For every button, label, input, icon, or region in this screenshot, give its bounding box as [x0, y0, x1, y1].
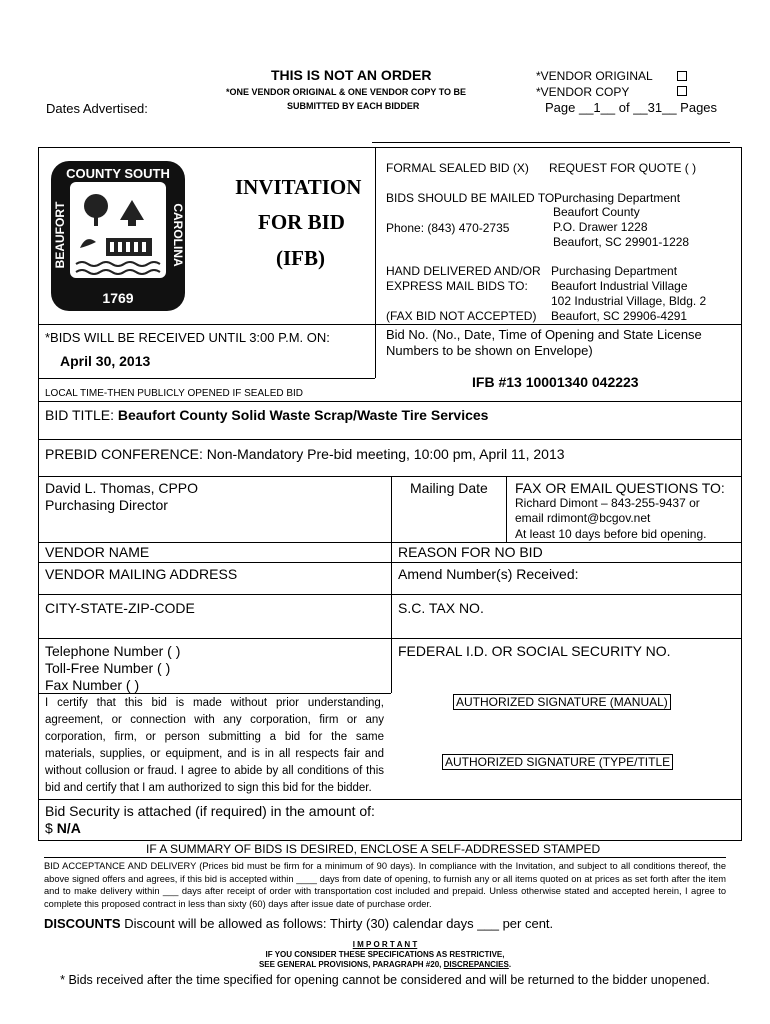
reason-no-bid-field[interactable]: REASON FOR NO BID: [398, 544, 543, 560]
middle-column-divider: [391, 476, 392, 693]
bid-number: IFB #13 10001340 042223: [472, 374, 639, 390]
fax-field[interactable]: Fax Number ( ): [45, 677, 140, 693]
discounts-label: DISCOUNTS: [44, 916, 121, 931]
seal-left-text: BEAUFORT: [53, 201, 67, 269]
deadline-bottom-rule: [38, 378, 375, 379]
amend-numbers-field[interactable]: Amend Number(s) Received:: [398, 566, 579, 582]
vendor-original-label: *VENDOR ORIGINAL: [536, 69, 653, 83]
mailing-date: Mailing Date: [410, 480, 488, 496]
bid-no-top-rule: [375, 324, 742, 325]
phone-top-rule: [38, 638, 742, 639]
questions-label: FAX OR EMAIL QUESTIONS TO:: [515, 480, 725, 496]
seal-right-text: CAROLINA: [171, 203, 185, 267]
bid-security-top-rule: [38, 799, 742, 800]
dates-advertised-label: Dates Advertised:: [46, 101, 148, 116]
seal-top-text: COUNTY SOUTH: [66, 166, 170, 181]
bid-security-label: Bid Security is attached (if required) in the amount of:: [45, 803, 375, 819]
ifb-title-line1: INVITATION: [235, 175, 362, 199]
questions-email: email rdimont@bcgov.net: [515, 511, 651, 525]
summary-note: IF A SUMMARY OF BIDS IS DESIRED, ENCLOSE A SELF-ADDRESSED STAMPED: [146, 842, 601, 856]
signature-manual-field[interactable]: AUTHORIZED SIGNATURE (MANUAL): [453, 694, 671, 710]
hand-delivered-label1: HAND DELIVERED AND/OR: [386, 264, 541, 278]
prebid-top-rule: [38, 439, 742, 440]
important-line2: SEE GENERAL PROVISIONS, PARAGRAPH #20, DISCREPANCIES.: [258, 960, 512, 969]
federal-id-field[interactable]: FEDERAL I.D. OR SOCIAL SECURITY NO.: [398, 643, 671, 659]
mail-address-line1: Purchasing Department: [554, 191, 681, 205]
header-rule: [372, 142, 730, 143]
toll-free-field[interactable]: Toll-Free Number ( ): [45, 660, 171, 676]
mail-to-label: BIDS SHOULD BE MAILED TO:: [386, 191, 558, 205]
vendor-copy-label: *VENDOR COPY: [536, 85, 630, 99]
bid-no-label-line1: Bid No. (No., Date, Time of Opening and State License: [386, 327, 702, 342]
mail-address-line3: P.O. Drawer 1228: [553, 220, 648, 234]
certify-top-rule: [38, 693, 391, 694]
phone-number: Phone: (843) 470-2735: [386, 221, 510, 235]
sc-tax-field[interactable]: S.C. TAX NO.: [398, 600, 484, 616]
telephone-field[interactable]: Telephone Number ( ): [45, 643, 181, 659]
one-vendor-note-line2: SUBMITTED BY EACH BIDDER: [287, 101, 420, 111]
bid-title-label: BID TITLE:: [45, 407, 114, 423]
questions-deadline: At least 10 days before bid opening.: [515, 527, 707, 541]
questions-contact: Richard Dimont – 843-255-9437 or: [515, 496, 700, 510]
important-line2-text: SEE GENERAL PROVISIONS, PARAGRAPH #20,: [258, 960, 442, 969]
hand-delivered-label2: EXPRESS MAIL BIDS TO:: [386, 279, 528, 293]
formal-sealed-bid: FORMAL SEALED BID (X): [386, 161, 529, 175]
deadline-label: *BIDS WILL BE RECEIVED UNTIL 3:00 P.M. ON:: [45, 330, 330, 345]
signature-type-title-field[interactable]: AUTHORIZED SIGNATURE (TYPE/TITLE: [442, 754, 673, 770]
ifb-title-line2: FOR BID: [258, 210, 345, 234]
discounts-text: Discount will be allowed as follows: Thirty (30) calendar days ___ per cent.: [124, 916, 554, 931]
acceptance-text: BID ACCEPTANCE AND DELIVERY (Prices bid must be firm for a minimum of 90 days). In compliance with the Invitation, and subject to all conditions thereof, the above signed offers and agrees, if this bid is accepted within ____ days from date of opening, to furnish any or all items quoted on at prices as set forth after the item and to make delivery within ___ days after receipt of order with transportation cost included and prepaid. Unless otherwise stated and accepted herein, I agree to complete this proposed contract in less than sixty (60) days after issue date of purchase order.: [44, 861, 726, 909]
director-name: David L. Thomas, CPPO: [45, 480, 199, 496]
hand-address-line4: Beaufort, SC 29906-4291: [551, 309, 688, 323]
fax-not-accepted: (FAX BID NOT ACCEPTED): [386, 309, 537, 323]
request-for-quote: REQUEST FOR QUOTE ( ): [549, 161, 697, 175]
bid-title-top-rule: [38, 401, 742, 402]
prebid-conference: PREBID CONFERENCE: Non-Mandatory Pre-bid meeting, 10:00 pm, April 11, 2013: [45, 446, 565, 462]
mail-address-line4: Beaufort, SC 29901-1228: [553, 235, 690, 249]
discrepancies-link: DISCREPANCIES: [443, 960, 509, 969]
director-top-rule: [38, 476, 742, 477]
not-order-heading: THIS IS NOT AN ORDER: [271, 67, 432, 83]
deadline-date: April 30, 2013: [60, 353, 151, 369]
bid-no-label-line2: Numbers to be shown on Envelope): [386, 343, 593, 358]
top-section-divider: [375, 147, 376, 378]
important-title: I M P O R T A N T: [352, 940, 418, 949]
mail-address-line2: Beaufort County: [553, 205, 640, 219]
seal-year: 1769: [102, 290, 134, 306]
discounts-line: [44, 916, 553, 931]
vendor-address-top-rule: [38, 562, 742, 563]
vendor-address-field[interactable]: VENDOR MAILING ADDRESS: [45, 566, 238, 582]
mailing-date-divider: [506, 476, 507, 542]
hand-address-line3: 102 Industrial Village, Bldg. 2: [551, 294, 707, 308]
vendor-original-checkbox[interactable]: [677, 71, 687, 81]
one-vendor-note-line1: *ONE VENDOR ORIGINAL & ONE VENDOR COPY TO BE: [226, 87, 467, 97]
late-bid-footer: * Bids received after the time specified for opening cannot be considered and will be returned to the bidder unopened.: [60, 973, 710, 987]
important-line1: IF YOU CONSIDER THESE SPECIFICATIONS AS RESTRICTIVE,: [265, 950, 505, 959]
hand-address-line2: Beaufort Industrial Village: [551, 279, 688, 293]
local-time-note: LOCAL TIME-THEN PUBLICLY OPENED IF SEALED BID: [45, 388, 304, 399]
county-seal: [50, 160, 186, 312]
deadline-top-rule: [38, 324, 375, 325]
vendor-copy-checkbox[interactable]: [677, 86, 687, 96]
bid-security-value: N/A: [56, 820, 81, 836]
city-state-zip-field[interactable]: CITY-STATE-ZIP-CODE: [45, 600, 195, 616]
bid-title-value: Beaufort County Solid Waste Scrap/Waste Tire Services: [117, 407, 489, 423]
page-count: Page __1__ of __31__ Pages: [545, 100, 718, 115]
ifb-title-line3: (IFB): [276, 246, 325, 270]
city-top-rule: [38, 594, 742, 595]
summary-rule: [44, 857, 726, 858]
bid-security-dollar: $: [45, 820, 53, 836]
vendor-name-top-rule: [38, 542, 742, 543]
bid-security-amount: [45, 820, 81, 836]
vendor-name-field[interactable]: VENDOR NAME: [45, 544, 150, 560]
director-title: Purchasing Director: [45, 497, 168, 513]
bid-title: [45, 407, 488, 423]
certification-text: I certify that this bid is made without prior understanding, agreement, or connection with any corporation, firm or any corporation, firm, or person submitting a bid for the same materials, supplies, or equipment, and is in all respects fair and without collusion or fraud. I agree to abide by all conditions of this bid and certify that I am authorized to sign this bid for the bidder.: [45, 697, 384, 794]
hand-address-line1: Purchasing Department: [551, 264, 678, 278]
